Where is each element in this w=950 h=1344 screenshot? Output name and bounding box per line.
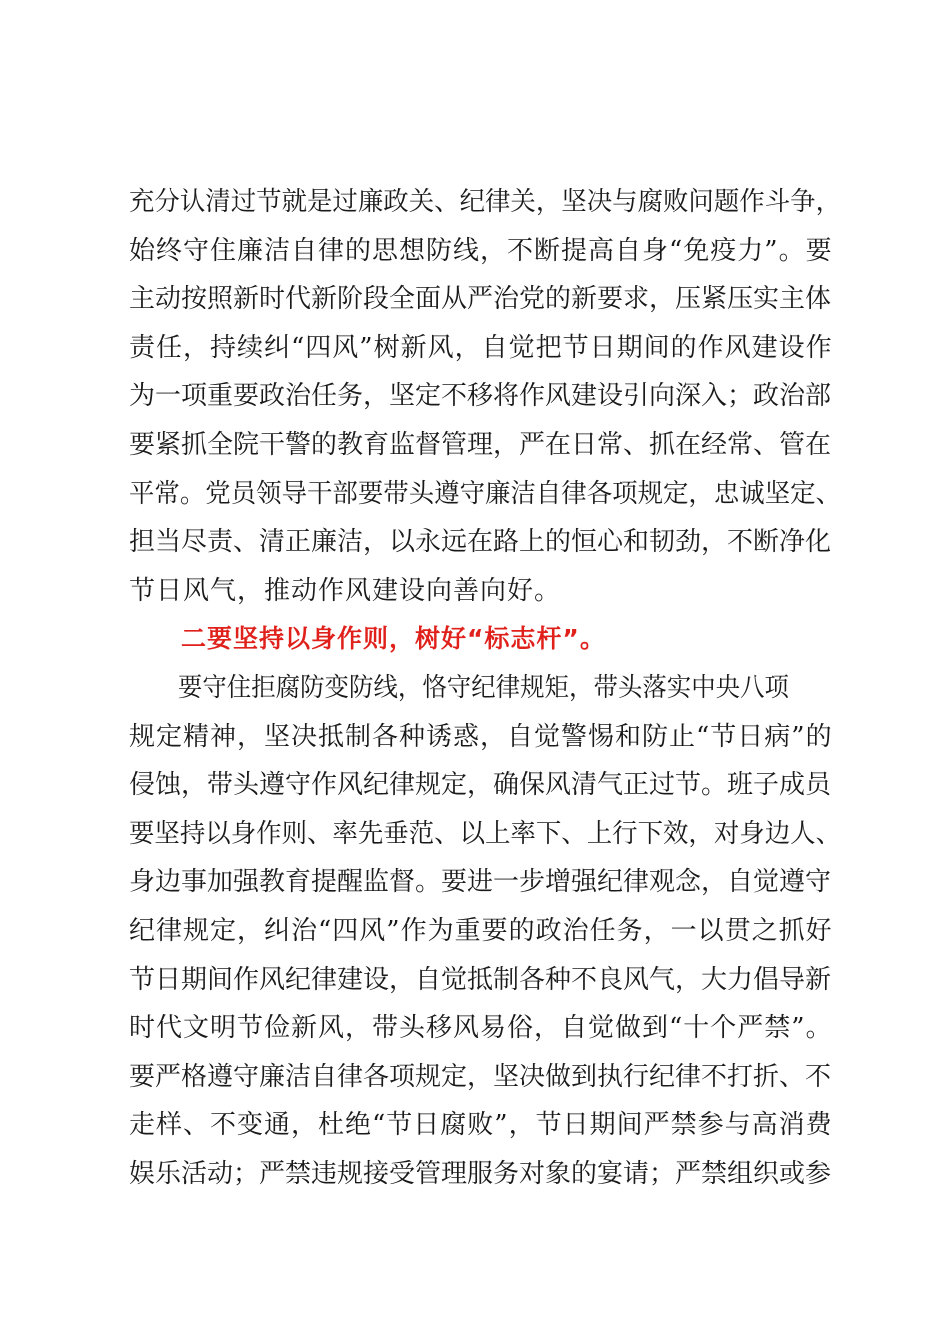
text-line: 节日期间作风纪律建设，自觉抵制各种不良风气，大力倡导新 — [129, 964, 832, 995]
text-line: 要严格遵守廉洁自律各项规定，坚决做到执行纪律不打折、不 — [129, 1061, 832, 1092]
text-line: 要紧抓全院干警的教育监督管理，严在日常、抓在经常、管在 — [129, 429, 832, 460]
text-line: 主动按照新时代新阶段全面从严治党的新要求，压紧压实主体 — [129, 284, 832, 315]
text-line: 充分认清过节就是过廉政关、纪律关，坚决与腐败问题作斗争， — [129, 187, 842, 217]
text-line: 时代文明节俭新风，带头移风易俗，自觉做到“十个严禁”。 — [129, 1013, 833, 1044]
text-line: 平常。党员领导干部要带头遵守廉洁自律各项规定，忠诚坚定、 — [129, 478, 842, 509]
text-line: 始终守住廉洁自律的思想防线，不断提高自身“免疫力”。要 — [129, 235, 833, 266]
text-line: 要坚持以身作则、率先垂范、以上率下、上行下效，对身边人、 — [129, 818, 842, 849]
text-line: 娱乐活动；严禁违规接受管理服务对象的宴请；严禁组织或参 — [129, 1158, 832, 1189]
text-line: 节日风气，推动作风建设向善向好。 — [129, 575, 562, 606]
paragraph-1 — [129, 178, 841, 615]
text-line: 侵蚀，带头遵守作风纪律规定，确保风清气正过节。班子成员 — [129, 770, 832, 801]
section-heading: 二要坚持以身作则，树好“标志杆”。 — [181, 624, 606, 654]
paragraph-2 — [129, 664, 841, 1199]
text-line: 规定精神，坚决抵制各种诱惑，自觉警惕和防止“节日病”的 — [129, 721, 833, 752]
document-body — [129, 178, 841, 1198]
text-line: 责任，持续纠“四风”树新风，自觉把节日期间的作风建设作 — [129, 332, 833, 363]
text-line: 纪律规定，纠治“四风”作为重要的政治任务，一以贯之抓好 — [129, 915, 833, 946]
text-line: 为一项重要政治任务，坚定不移将作风建设引向深入；政治部 — [129, 381, 832, 412]
text-line: 要守住拒腐防变防线，恪守纪律规矩，带头落实中央八项 — [177, 672, 790, 703]
text-line: 担当尽责、清正廉洁，以永远在路上的恒心和韧劲，不断净化 — [129, 527, 832, 558]
text-line: 身边事加强教育提醒监督。要进一步增强纪律观念，自觉遵守 — [129, 867, 832, 898]
text-line: 走样、不变通，杜绝“节日腐败”，节日期间严禁参与高消费 — [129, 1110, 833, 1141]
section-heading-block — [129, 615, 841, 664]
